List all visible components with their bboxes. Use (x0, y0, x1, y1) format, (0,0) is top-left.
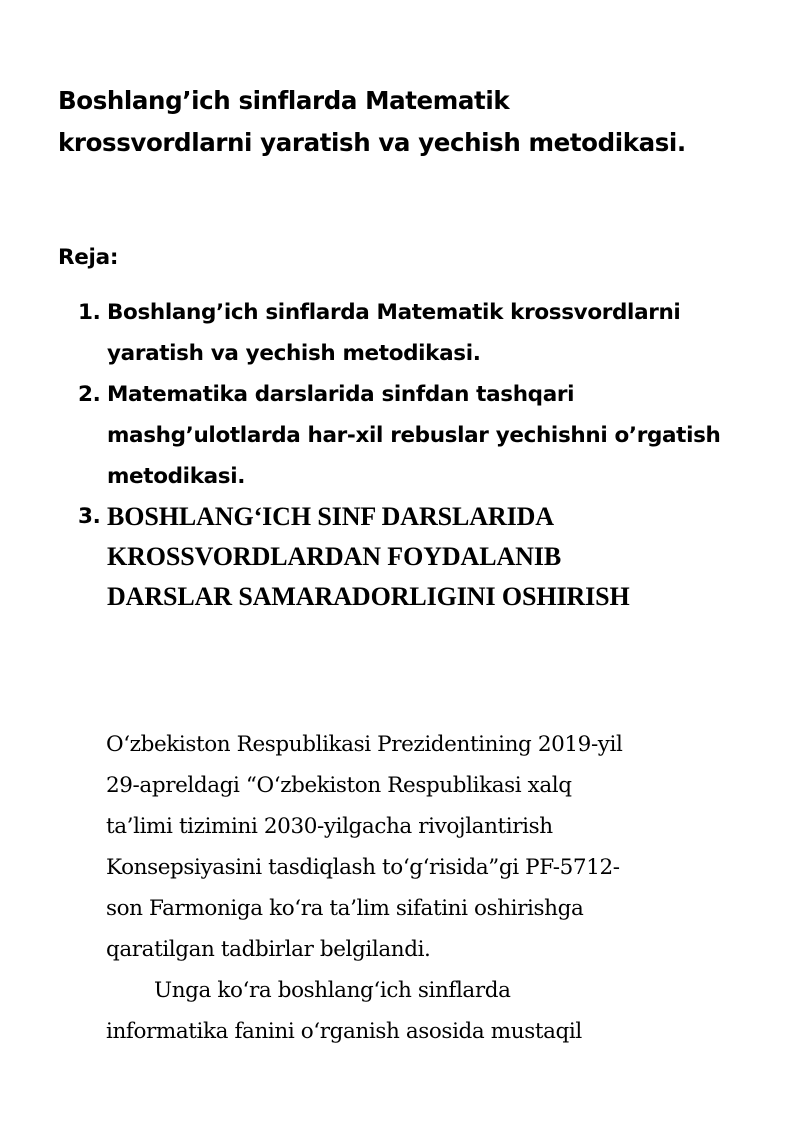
plan-item (58, 374, 758, 497)
plan-item-line: KROSSVORDLARDAN FOYDALANIB (107, 542, 562, 571)
plan-heading: Reja: (58, 245, 119, 270)
plan-item-line: yaratish va yechish metodikasi. (107, 341, 481, 366)
body-line: son Farmoniga koʻra ta’lim sifatini oshirishga (106, 896, 584, 921)
body-line: ta’limi tizimini 2030-yilgacha rivojlantirish (106, 814, 553, 839)
plan-item (58, 292, 758, 374)
body-line: Oʻzbekiston Respublikasi Prezidentining 2019-yil (106, 732, 623, 757)
plan-item-line: BOSHLANGʻICH SINF DARSLARIDA (107, 502, 554, 531)
document-title (58, 80, 758, 164)
title-line: Boshlang’ich sinflarda Matematik (58, 86, 510, 115)
plan-item (58, 497, 758, 617)
plan-item-line: Matematika darslarida sinfdan tashqari (107, 382, 575, 407)
body-paragraphs (106, 724, 766, 1052)
body-line: Unga koʻra boshlangʻich sinflarda (154, 978, 511, 1003)
body-line: Konsepsiyasini tasdiqlash toʻgʻrisida”gi PF-5712- (106, 855, 620, 880)
plan-item-line: DARSLAR SAMARADORLIGINI OSHIRISH (107, 582, 630, 611)
plan-item-number: 3. (78, 504, 101, 529)
plan-item-number: 2. (78, 382, 101, 407)
plan-item-number: 1. (78, 300, 101, 325)
body-line: 29-apreldagi “Oʻzbekiston Respublikasi xalq (106, 773, 572, 798)
body-line: qaratilgan tadbirlar belgilandi. (106, 937, 431, 962)
body-line: informatika fanini oʻrganish asosida mustaqil (106, 1019, 582, 1044)
plan-item-line: metodikasi. (107, 464, 246, 489)
plan-list (58, 292, 758, 617)
title-line: krossvordlarni yaratish va yechish metodikasi. (58, 128, 686, 157)
plan-item-line: mashg’ulotlarda har-xil rebuslar yechishni o’rgatish (107, 423, 721, 448)
plan-item-line: Boshlang’ich sinflarda Matematik krossvordlarni (107, 300, 681, 325)
